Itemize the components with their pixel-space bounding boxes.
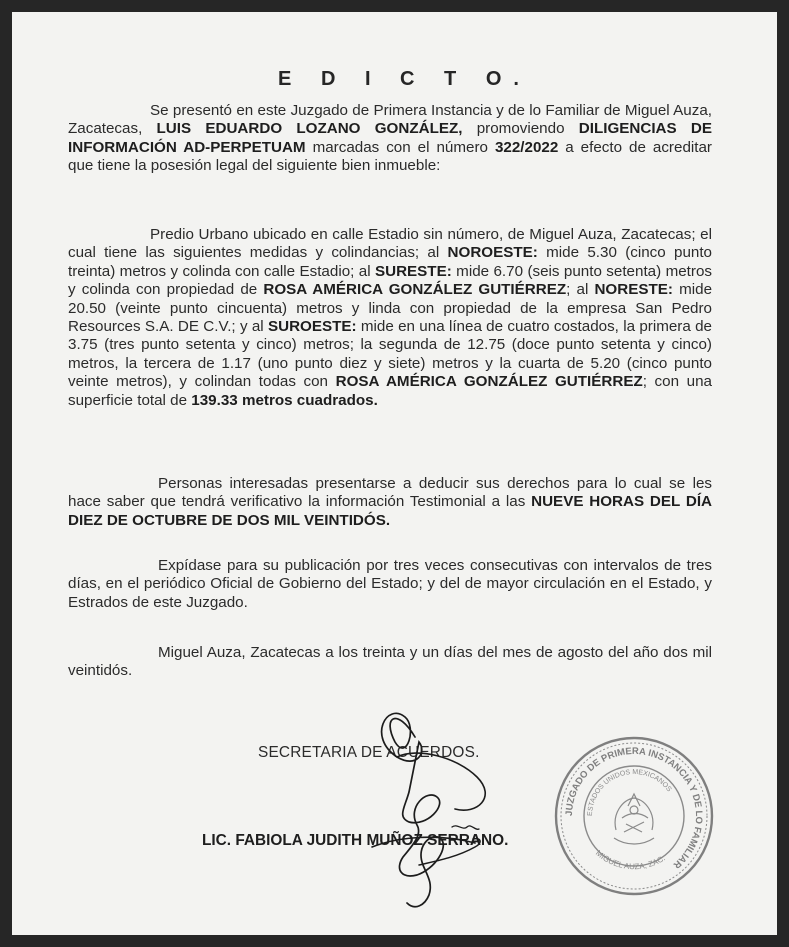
intro-text-4: a efecto de acreditar que tiene la posesión legal del siguiente bien inmueble: [68,138,712,175]
court-seal [552,734,716,898]
sureste-label: SURESTE: [374,262,452,280]
noreste-label: NORESTE: [594,281,673,299]
seal-inner-text: ESTADOS UNIDOS MEXICANOS [586,768,673,817]
date-paragraph: Miguel Auza, Zacatecas a los treinta y un días del mes de agosto del año dos mil veintidós. [68,644,712,680]
eagle-emblem-icon [614,794,654,844]
property-text-4: ; al [566,281,595,299]
secretary-title: SECRETARIA DE ACUERDOS. [258,744,480,761]
property-text-1: Predio Urbano ubicado en calle Estadio sin número, de Miguel Auza, Zacatecas; el cual tiene las siguientes medidas y colindancias; al [68,226,712,262]
seal-bottom-text: MIGUEL AUZA, ZAC. [593,848,667,872]
document-page [12,12,777,935]
property-text-6: mide en una línea de cuatro costados, la primera de 3.75 (tres punto setenta y cinco) metros; la segunda de 12.75 (doce punto setenta y cinco) metros, la tercera de 1.17 (uno punto diez y siete) metros y la cuarta de 5.20 (cinco punto veinte metros), y colindan todas con [68,318,712,391]
property-text-7: ; con una superficie total de [68,373,712,409]
property-text-2: mide 5.30 (cinco punto treinta) metros y colinda con calle Estadio; al [68,244,712,280]
total-area: 139.33 metros cuadrados. [191,391,378,409]
suroeste-label: SUROESTE: [267,318,357,336]
property-text-3: mide 6.70 (seis punto setenta) metros y colinda con propiedad de [68,262,712,299]
intro-paragraph [68,102,712,176]
neighbor-name-2: ROSA AMÉRICA GONZÁLEZ GUTIÉRREZ [335,373,643,391]
document-title: E D I C T O. [278,68,531,90]
intro-text-3: marcadas con el número [305,138,495,156]
intro-text-2: promoviendo [462,120,579,138]
publication-paragraph: Expídase para su publicación por tres veces consecutivas con intervalos de tres días, en el periódico Oficial de Gobierno del Estado; y del de mayor circulación en el Estado, y Estrados de este Juzgado. [68,557,712,611]
noroeste-label: NOROESTE: [447,244,538,262]
hearing-datetime: NUEVE HORAS DEL DÍA DIEZ DE OCTUBRE DE DOS MIL VEINTIDÓS. [68,493,713,529]
property-paragraph [68,226,712,410]
intro-text-1: Se presentó en este Juzgado de Primera Instancia y de lo Familiar de Miguel Auza, Zacatecas, [68,102,712,138]
promovente-name: LUIS EDUARDO LOZANO GONZÁLEZ, [156,120,463,138]
handwritten-signature [357,697,527,927]
seal-ring-text: JUZGADO DE PRIMERA INSTANCIA Y DE LO FAMILIAR [563,745,705,871]
hearing-text: Personas interesadas presentarse a deducir sus derechos para lo cual se les hace saber que tendrá verificativo la información Testimonial a las [68,475,712,511]
signer-name: LIC. FABIOLA JUDITH MUÑOZ SERRANO. [202,832,509,849]
neighbor-name-1: ROSA AMÉRICA GONZÁLEZ GUTIÉRREZ [263,281,567,299]
hearing-paragraph [68,475,712,530]
diligencias-label: DILIGENCIAS DE INFORMACIÓN AD-PERPETUAM [68,120,712,156]
property-text-5: mide 20.50 (veinte punto cincuenta) metros y linda con propiedad de la empresa San Pedro Resources S.A. DE C.V.; y al [68,281,713,336]
case-number: 322/2022 [494,138,559,156]
